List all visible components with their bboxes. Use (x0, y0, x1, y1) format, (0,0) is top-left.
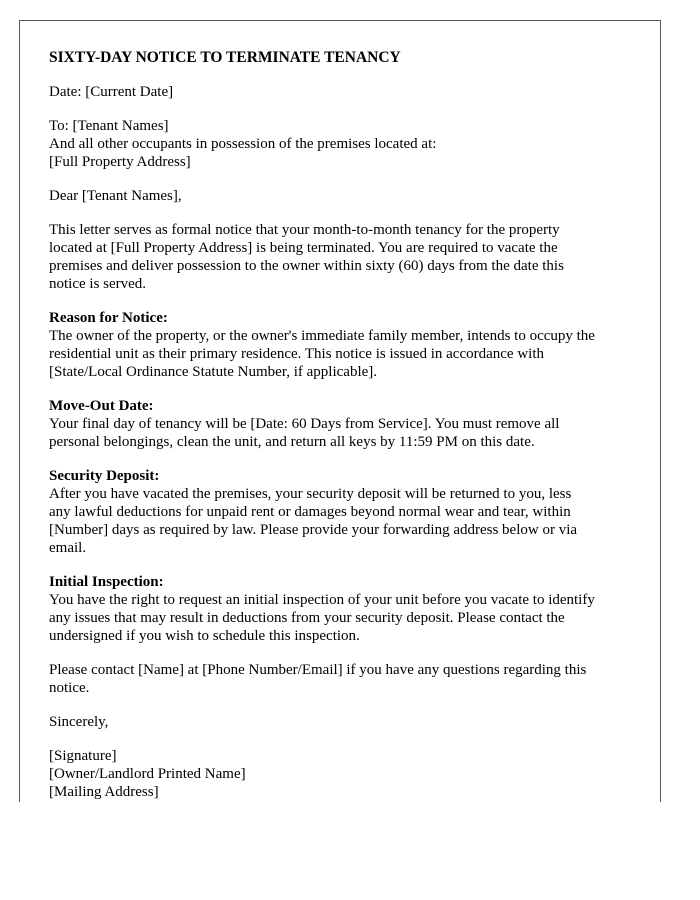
recipient-line: To: [Tenant Names] (49, 118, 169, 134)
section-heading: Initial Inspection: (49, 574, 164, 590)
paragraph-line: Please contact [Name] at [Phone Number/Email] if you have any questions regarding this (49, 662, 587, 678)
section-heading: Move-Out Date: (49, 398, 154, 414)
paragraph-line: Your final day of tenancy will be [Date: 60 Days from Service]. You must remove all (49, 416, 560, 432)
signature-line: [Signature] (49, 748, 117, 764)
paragraph-line: email. (49, 540, 87, 556)
closing-text: Sincerely, (49, 714, 109, 730)
notice-document (19, 20, 661, 802)
paragraph-line: undersigned if you wish to schedule this inspection. (49, 628, 360, 644)
paragraph-line: notice is served. (49, 276, 147, 292)
paragraph-line: [Number] days as required by law. Please provide your forwarding address below or via (49, 522, 578, 538)
section-initial-inspection (49, 573, 631, 645)
closing (49, 713, 631, 731)
paragraph-line: This letter serves as formal notice that your month-to-month tenancy for the property (49, 222, 560, 238)
salutation-text: Dear [Tenant Names], (49, 188, 182, 204)
paragraph-line: [State/Local Ordinance Statute Number, if applicable]. (49, 364, 378, 380)
signature-line: [Mailing Address] (49, 784, 159, 800)
paragraph-line: premises and deliver possession to the owner within sixty (60) days from the date this (49, 258, 564, 274)
paragraph-line: You have the right to request an initial inspection of your unit before you vacate to identify (49, 592, 595, 608)
section-reason-for-notice (49, 309, 631, 381)
section-heading: Security Deposit: (49, 468, 160, 484)
paragraph-line: located at [Full Property Address] is being terminated. You are required to vacate the (49, 240, 558, 256)
contact-paragraph (49, 661, 631, 697)
paragraph-line: any lawful deductions for unpaid rent or damages beyond normal wear and tear, within (49, 504, 571, 520)
date-line (49, 83, 631, 101)
document-title: SIXTY-DAY NOTICE TO TERMINATE TENANCY (49, 49, 401, 66)
section-move-out-date (49, 397, 631, 451)
paragraph-line: The owner of the property, or the owner's immediate family member, intends to occupy the (49, 328, 595, 344)
paragraph-line: personal belongings, clean the unit, and return all keys by 11:59 PM on this date. (49, 434, 535, 450)
recipient-line: [Full Property Address] (49, 154, 191, 170)
salutation (49, 187, 631, 205)
intro-paragraph (49, 221, 631, 293)
paragraph-line: residential unit as their primary residence. This notice is issued in accordance with (49, 346, 544, 362)
paragraph-line: any issues that may result in deductions from your security deposit. Please contact the (49, 610, 565, 626)
recipient-line: And all other occupants in possession of the premises located at: (49, 136, 437, 152)
signature-line: [Owner/Landlord Printed Name] (49, 766, 246, 782)
section-security-deposit (49, 467, 631, 557)
paragraph-line: notice. (49, 680, 90, 696)
signature-block (49, 747, 631, 801)
date-text: Date: [Current Date] (49, 84, 174, 100)
section-heading: Reason for Notice: (49, 310, 168, 326)
paragraph-line: After you have vacated the premises, your security deposit will be returned to you, less (49, 486, 572, 502)
recipient-block (49, 117, 631, 171)
